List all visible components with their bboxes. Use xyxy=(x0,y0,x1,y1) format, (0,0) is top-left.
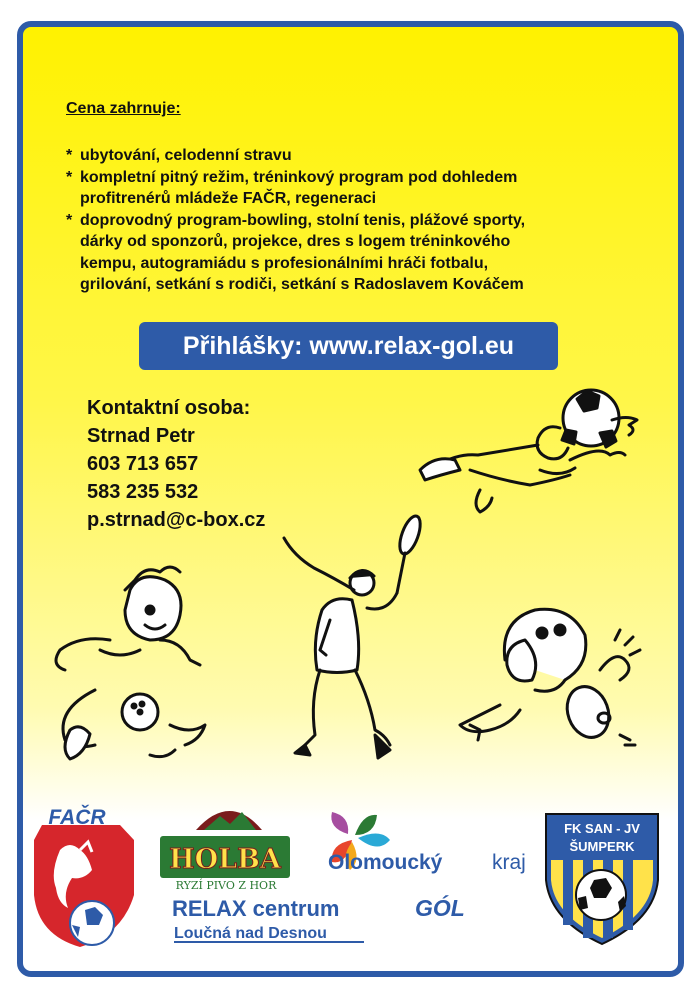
bowling-kid-illustration xyxy=(56,567,205,759)
table-tennis-player-illustration xyxy=(460,609,640,745)
contact-phone-2[interactable]: 583 235 532 xyxy=(87,481,199,503)
tennis-player-illustration xyxy=(284,513,424,758)
list-item-line: kempu, autogramiádu s profesionálními hráči fotbalu, xyxy=(80,254,489,272)
relax-place: Loučná nad Desnou xyxy=(174,925,327,942)
holba-logo xyxy=(160,811,290,892)
fk-line-1: FK SAN - JV xyxy=(564,821,640,836)
bullet-star: * xyxy=(66,211,73,229)
fk-line-2: ŠUMPERK xyxy=(569,839,635,854)
bullet-star: * xyxy=(66,168,73,186)
bullet-star: * xyxy=(66,147,73,164)
list-item-line: doprovodný program-bowling, stolní tenis, plážové sporty, xyxy=(80,211,526,229)
list-item-line: grilování, setkání s rodiči, setkání s Radoslavem Kováčem xyxy=(80,276,524,293)
kraj-text: kraj xyxy=(492,851,526,874)
holba-logo-text: HOLBA xyxy=(169,844,281,875)
list-item-line: kompletní pitný režim, tréninkový program pod dohledem xyxy=(80,168,518,186)
fk-san-jv-sumperk-logo xyxy=(546,814,658,944)
facr-logo-text: FAČR xyxy=(48,806,106,829)
contact-title: Kontaktní osoba: xyxy=(87,397,251,419)
price-includes-heading: Cena zahrnuje: xyxy=(66,100,181,117)
facr-logo xyxy=(34,805,134,947)
relax-name: RELAX centrum xyxy=(172,896,340,921)
gol-logo: GÓL xyxy=(415,895,465,921)
registration-link[interactable]: Přihlášky: www.relax-gol.eu xyxy=(139,322,558,370)
contact-name: Strnad Petr xyxy=(87,425,195,447)
list-item-line: ubytování, celodenní stravu xyxy=(80,147,292,164)
holba-tagline: RYZÍ PIVO Z HOR xyxy=(175,879,277,892)
goalkeeper-illustration xyxy=(420,390,637,512)
olomoucky-kraj-logo xyxy=(328,812,526,874)
relax-centrum-logo xyxy=(172,896,364,942)
list-item-line: profitrenérů mládeže FAČR, regeneraci xyxy=(80,190,377,207)
olomoucky-text: Olomoucký xyxy=(328,851,443,874)
contact-phone-1[interactable]: 603 713 657 xyxy=(87,453,199,475)
contact-email[interactable]: p.strnad@c-box.cz xyxy=(87,509,266,531)
list-item-line: dárky od sponzorů, projekce, dres s logem tréninkového xyxy=(80,233,511,250)
